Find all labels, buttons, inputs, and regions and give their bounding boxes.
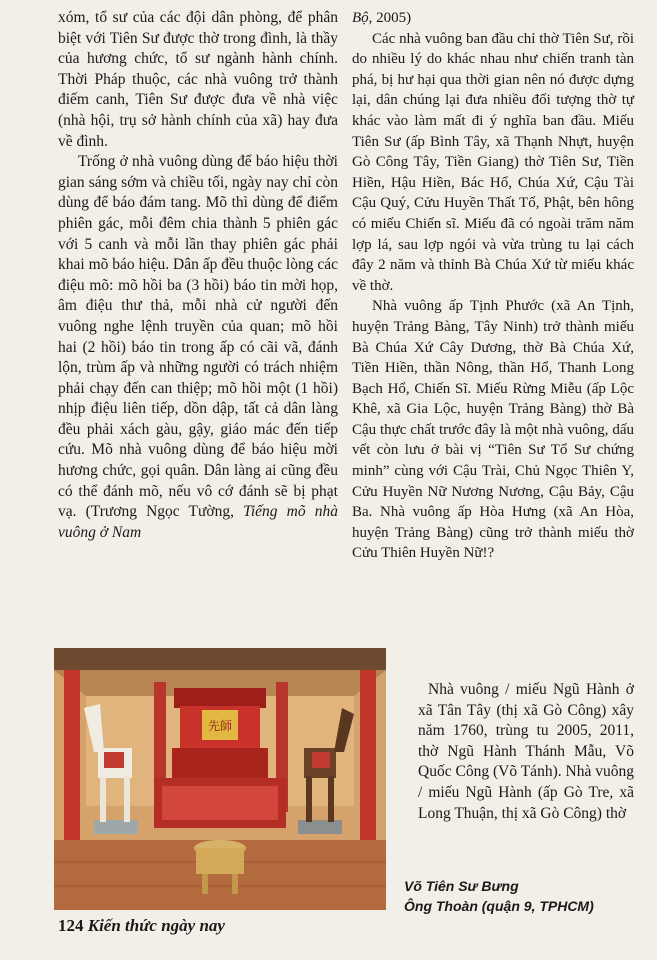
left-column [58,8,338,543]
shrine-photo [54,648,386,910]
paragraph: Các nhà vuông ban đầu chỉ thờ Tiên Sư, rồi do nhiều lý do khác nhau như chiến tranh tàn phá, bị hư hại qua thời gian nên nó được dựng lại, dân chúng lại đưa nhiều đối tượng thờ tự khác vào làm mất đi ý nghĩa ban đầu. Miếu Tiên Sư (ấp Bình Tây, xã Thạnh Nhựt, huyện Gò Công Tây, Tiền Giang) thờ Tiên Sư, Tiền Hiền, Hậu Hiền, Bác Hổ, Chúa Xứ, Cậu Tài Cậu Quý, Cửu Huyền Thất Tổ, Phật, bên hông có miếu Chiến sĩ. Miếu đã có ngoài trăm năm lợp lá, sau lợp ngói và vừa trùng tu lại cách đây 2 năm và thỉnh Bà Chúa Xứ từ miếu khác về thờ. [352,30,634,294]
right-column-continued [418,680,634,824]
page-number: 124 [58,916,84,935]
paragraph-text: Trống ở nhà vuông dùng để báo hiệu thời gian sáng sớm và chiều tối, ngày nay chỉ còn dùng để báo đám tang. Mõ thì dùng để điểm phiên gác, mỗi đêm chia thành 5 phiên gác với 5 canh và mỗi lần thay phiên gác phải khai mõ báo hiệu. Dân ấp đều thuộc lòng các điệu mõ: mõ hồi ba (3 hồi) báo tin mời họp, âm điệu thư thả, mỗi nhà cử người đến vuông nghe lệnh truyền của quan; mõ hồi hai (2 hồi) báo tin trong ấp có cãi vã, đánh lộn, trùm ấp và những người có trách nhiệm phải chạy đến can thiệp; mõ hồi một (1 hồi) nhịp điệu liên tiếp, dồn dập, tất cả dân làng đều phải xách gàu, gậy, giáo mác đến tiếp cứu. Mõ nhà vuông dùng để báo hiệu mời hương chức, gọi quân. Dân làng ai cũng đều có thể đánh mõ, nếu vô cớ đánh sẽ bị phạt vạ. (Trương Ngọc Tường, [58,153,338,521]
page-footer [58,916,225,936]
paragraph [352,8,634,29]
plaque-text: 先師 [207,719,233,733]
caption-line: Ông Thoàn (quận 9, TPHCM) [404,898,594,914]
magazine-name: Kiến thức ngày nay [87,916,225,935]
cited-work-title: Bộ [352,10,369,26]
shrine-illustration [54,648,386,910]
paragraph-text: , 2005) [368,10,412,26]
paragraph: Nhà vuông / miếu Ngũ Hành ở xã Tân Tây (thị xã Gò Công) xây năm 1760, trùng tu 2005, 2011, thờ Ngũ Hành Thánh Mẫu, Võ Quốc Công (Võ Tánh). Nhà vuông / miếu Ngũ Hành (ấp Gò Tre, xã Long Thuận, thị xã Gò Công) thờ [418,681,634,822]
right-column [352,8,634,564]
paragraph: xóm, tổ sư của các đội dân phòng, để phân biệt với Tiên Sư được thờ trong đình, là thầy của hương chức, tổ sư ngành hành chính. Thời Pháp thuộc, các nhà vuông trở thành điếm canh, Tiên Sư được đưa về nhà việc (nhà hội, trụ sở hành chính của xã) hay đưa về đình. [58,9,338,150]
caption-line: Võ Tiên Sư Bưng [404,878,519,894]
paragraph: Nhà vuông ấp Tịnh Phước (xã An Tịnh, huyện Trảng Bàng, Tây Ninh) trở thành miếu Bà Chúa Xứ Cây Dương, thờ Bà Chúa Xứ, Tiền Hiền, thần Nông, thần Hổ, Thanh Long Bạch Hổ, Chiến Sĩ. Miếu Rừng Miễu (ấp Lộc Khê, xã Gia Lộc, huyện Trảng Bàng) thờ Bà Cậu thực chất trước đây là một nhà vuông, dấu vết còn lưu ở bài vị “Tiên Sư Tổ Sư chứng minh” cùng với Cậu Trài, Chủ Ngọc Thiên Y, Cửu Huyền Nữ Nương Nương, Cậu Bảy, Cậu Ba. Nhà vuông ấp Hòa Hưng (xã An Hòa, huyện Trảng Bàng) cũng trở thành miếu thờ Cửu Thiên Huyền Nữ!? [352,298,634,562]
pillar-right [360,670,376,840]
photo-caption [404,876,634,916]
cited-work-title: Tiếng mõ nhà vuông ở Nam [58,503,338,541]
pillar-left [64,670,80,840]
paragraph [58,152,338,543]
